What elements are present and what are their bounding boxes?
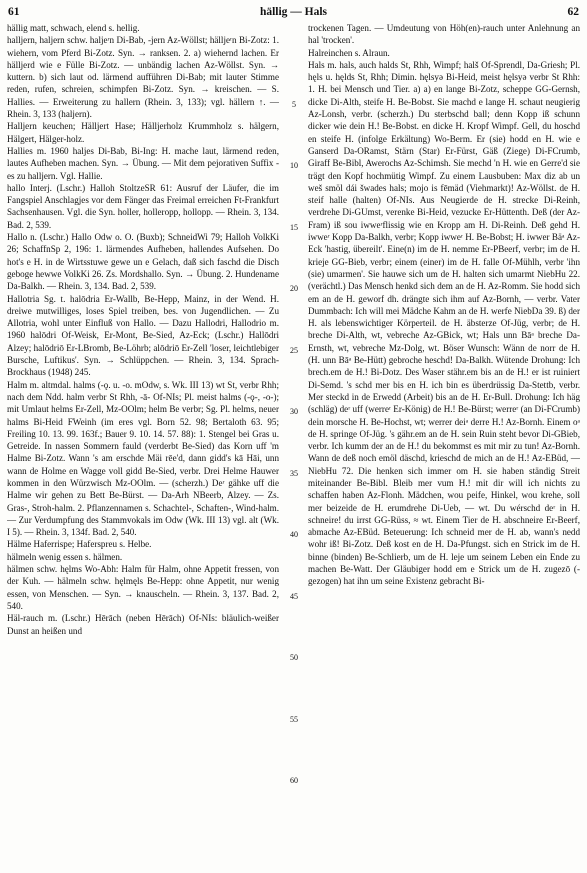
line-number: 20 [290,284,298,293]
entry: Hallies m. 1960 haljes Di-Bab, Bi-Ing: H. mache laut, lärmend reden, lautes Aufheben machen. Syn. → Übung. — Mit dem pejorativen Suffix -es zu halljern. Vgl. Hallie. [7,145,279,181]
line-number: 15 [290,223,298,232]
line-number: 35 [290,469,298,478]
line-number: 60 [290,776,298,785]
line-number: 25 [290,346,298,355]
page-number-left: 61 [8,6,20,18]
line-number: 40 [290,530,298,539]
entry: Häl-rauch m. (Lschr.) Hērāch (neben Hērāch) Of-NIs: bläulich-weißer Dunst an heißen und [7,613,279,636]
entry: hälmen schw. hęlms Wo-Abh: Halm für Halm, ohne Appetit fressen, von der Kuh. — hälmeln schw. hęlmęls Be-Hepp: ohne Appetit, nur wenig essen, von Menschen. — Syn. → knauscheln. — Rhein. 3, 137. Bad. 2, 540. [7,564,279,611]
page-number-right: 62 [567,6,579,18]
line-number: 55 [290,715,298,724]
entry: Halljern keuchen; Hälljert Hase; Hälljerholz Krummholz s. hälgern, Hälgert, Hälger-holz. [7,121,279,144]
entry-continuation: trockenen Tagen. — Umdeutung von Höh(en)-rauch unter Anlehnung an hal 'trocken'. [308,23,580,46]
line-number: 50 [290,653,298,662]
line-number: 30 [290,407,298,416]
entry: Hals m. hals, auch halds St, Rhh, Wimpf; halš Of-Sprendl, Da-Griesh; Pl. hęls u. hęlds St, Rhh; Dimin. hęlsyə Bi-Heid, meist hęlsyə verbr St Rhh: 1. H. bei Mensch und Tier. a) a) en lange Bi-Zotz, scheppe GG-Gernsh, dicke Di-Alth, steife H. Be-Bobst. Sie machd e lange H. schaut neugierig Az-Lonsh, verbr. (scherzh.) Du sterbschd ball; denn Kopp iß schunn dicker wie dein H.! Be-Bobst. en dicke H. Kropf Wimpf. Gell, du hoschd en steife H. (infolge Erkältung) Wo-Berm. Er (sie) hodd en H. wie e Ganserd Da-ORamst, Stärn (Star) Er-Fürst, Gäß (Ziege) Di-FCrumb, Giraff Be-Bibl, Awerochs Az-Schimsh. Sie mechd 'n H. wie en Gerre'd sie trägt den Kopf hochmütig Wimpf. Zu einem Lausbuben: Max diz ab un weš smöl dái šwades hals; mojo is fēmäd (Viehmarkt)! Az-Wöllst. de H. steif halle (halten) Of-NIs. Aus Neugierde de H. strecke Di-Reinh, verdrehe Di-GUmst, verenke Bi-Heid, vezucke Er-Hüttenth. Deß (der Az-Fram) iß sou iwweʳflissig wie en Kropp am H. Di-Reinh. Deß gehd H. iwweʳ Kopp Da-Balkh, verbr; Kopp iwweʳ H. Be-Bobst; H. iwwer Bäᵃ Az-Eck 'hastig, übereilt'. Eine(n) im de H. nemme Er-PBeerf, verbr; im de H. krieje GG-Bieb, verbr; einem (einer) im de H. falle Of-Mühlh, verbr 'ihn (sie) umarmen'. Sie hauwe sich um de H. halten sich umarmt NiebHu 22. (verächtl.) Das Mensch henkd sich dem an de H. Az-Romm. Sie hodd sich em an de H. geworf dh. drängte sich ihm auf Az-Bornh, — verbr. Vater Dummbach: Ich will mei Mädche Kahm an de H. werfe NiebDa 39. ß) der H. als lebenswichtiger Körperteil. de H. äbsterze Of-Jüg, verbr; de H. breche Di-Alth, wt, vebreche Az-GBick, wt; Hals unn Bāᵃ breche Da-Ernsth, wt, vebreche Mz-Dolg, wt. Böser Wunsch: Wänn de norr de H. (H. unn Bāᵃ Be-Hütt) gebroche heschd! Da-Balkh. Wütende Drohung: Ich brech.em de H.! Bi-Dotz. Des Waser stähr.em bis an de H.! er ist ruiniert Di-Semd. 's schd mer bis en H. ich bin es überdrüssig Da-Stettb, verbr. Mer steckd in de Erwedd (Arbeit) bis an de H. Er-Bull. Drohung: Ich häg (schläg) deʳ uff (werreʳ Er-König) de H.! Be-Bürst; werreʳ (an Di-FCrumb) dein morsche H. Be-Hochst, wt; werrer deiᵃ derre H.! Az-Bornh. Einem oᵃ de H. springe Of-Jüg. 's gähr.em an de H. sein Ruin steht bevor Di-GBieb, verbr. Ich kumm der an de H.! du bekommst es mit mir zu tun! Az-Bornh. Wann de deß noch emöl däschd, krieschd de mich an de H.! Az-EBüd, — NiebHu 72. Die henken sich immer om H. sie haben ständig Streit miteinander Be-Bibl. Bleib mer vum H.! mit dir will ich nichts zu schaffen haben Az-Flonh. Mädchen, wou peife, Hinkel, wou krehe, soll mer beizeide de H. erumdrehe Di-Ueb, — wt. Du wérschd deʳ in H. schneire! du irrst GG-Rüss, ≈ wt. Einem Tier de H. abschneire Er-Beerf, abmache Az-EBüd. Beteuerung: Ich schneid mer de H. ab, wann's nedd wohr iß! Bi-Zotz. Deß kost en de H. Da-Pfungst. sich en Strick im de H. binne (binden) Be-Schlierb, um de H. leje um seinem Leben ein Ende zu machen Be-Watt. Der Gläubiger hodd em e Strick um de H. zugezō (-gezogen) hat ihn um seine Existenz gebracht Bi- [308,59,580,587]
entry: hallo Interj. (Lschr.) Halloh StoltzeSR 61: Ausruf der Läufer, die im Fangspiel Anschlagjes vor dem Fänger das Freimal erreichen Ft-Frankfurt Sachsenhausen. Vgl. die Syn. holler, holleropp, hollopp. — Rhein. 3, 134. Bad. 2, 539. [7,182,279,230]
line-number: 5 [292,100,296,109]
line-number: 10 [290,161,298,170]
entry: Halm m. altmdal. halms (-ǫ. u. -o. mOdw, s. Wk. III 13) wt St, verbr Rhh; nach dem Ndd. halm verbr St Rhh, -ā- Of-NIs; Pl. meist halms (-ǫ-, -o-); mit Umlaut helms Er-Zell, Mz-OOlm; helm Be verbr; Sg. Pl. helms, neuer halms Bi-Heid FWeinh (im eres vgl. Born 52. 98; Bertaloth 63. 95; Freiling 10. 13. 99. 163f.; Bauer 9. 10. 14. 57. 88): 1. Stengel bei Gras u. Getreide. In nassen Sommern fauld (verderbt Be-Sied) das Korn uff 'm Halme Bi-Zotz. Wann 's am erschde Mäi rēe'd, dann gidd's kā Hāi, unn wann de Holme en Wagge voll gidd Be-Sied, verbr. Drei Helme Hauwer kommen in den Würzwisch Mz-OOlm. — (scherzh.) Deʳ gähke uff die Halme wir gehen zu Bett Be-Bürst. — Da-Arh NBeerb, Alzey. — Zs. Gras-, Stroh-halm. 2. Pflanzennamen s. Schachtel-, Schaften-, Wind-halm. — Zur Verdumpfung des Stammvokals im Odw (Wk. III 13) vgl. alt (Wk. I 5). — Rhein. 3, 134f. Bad. 2, 540. [7,379,279,538]
entry: Halreinchen s. Alraun. [308,47,390,58]
entry: Hallo n. (Lschr.) Hallo Odw o. O. (Buxb); SchneidWi 79; Halloh VolkKi 26; SchaffnSp 2, 196: 1. lärmendes Aufheben, hallendes Aufsehen. Do hot's e H. in de Wirtsstuwe gewe un e Gelach, daß sich faschd die Disch geboge hewwe VolkKi 26. Zs. Mordshallo. Syn. → Übung. 2. Hundename Da-Balkh. — Rhein. 3, 134. Bad. 2, 539. [7,232,279,292]
entry: hällig matt, schwach, elend s. hellig. [7,23,140,33]
running-title: hällig — Hals [259,6,328,18]
line-number: 45 [290,592,298,601]
left-column [7,22,279,867]
right-column [308,22,580,867]
entry: hälmeln wenig essen s. hälmen. [7,551,123,562]
entry: halljern, haljern schw. haljeʳn Di-Bab, -jern Az-Wöllst; hälljeʳn Bi-Zotz: 1. wiehern, vom Pferd Bi-Zotz. Syn. → ranksen. 2. a) wiehernd lachen. Er hälljerd wie e Fülle Bi-Zotz. — unbändig lachen Az-Wöllst. Syn. → kuttern. b) sich laut od. lärmend aufführen Di-Bab; mit lauter Stimme reden, rufen, schreien, schimpfen Bi-Zotz. Syn. → kreischen. — S. Hallies. — Erweiterung zu hallern (Rhein. 3, 133); vgl. hällern ↑. — Rhein. 3, 133 (haljern). [7,35,279,120]
entry: Hallotria Sg. t. halōdria Er-Wallb, Be-Hepp, Mainz, in der Wend. H. dreiwe mutwilliges, loses Spiel treiben, bes. von Jugendlichen. — Zu Allotria, wohl unter Einfluß von Hallo. — Dazu Hallodri, Hallodrio m. 1960 halōdri Of-Weisk, Er-Mont, Be-Sied, Az-Eck; (Lschr.) Hallōdri Alzey; halōdriō Er-LBromb, Be-Löhrb; alōdriō Er-Zell 'loser, leichtlebiger Bursche, Luftikus'. Syn. → Schlüppchen. — Rhein. 3, 134. Sprach-Brockhaus (1948) 245. [7,293,279,378]
entry: Hälme Haferrispe; Haferspreu s. Helbe. [7,539,152,550]
